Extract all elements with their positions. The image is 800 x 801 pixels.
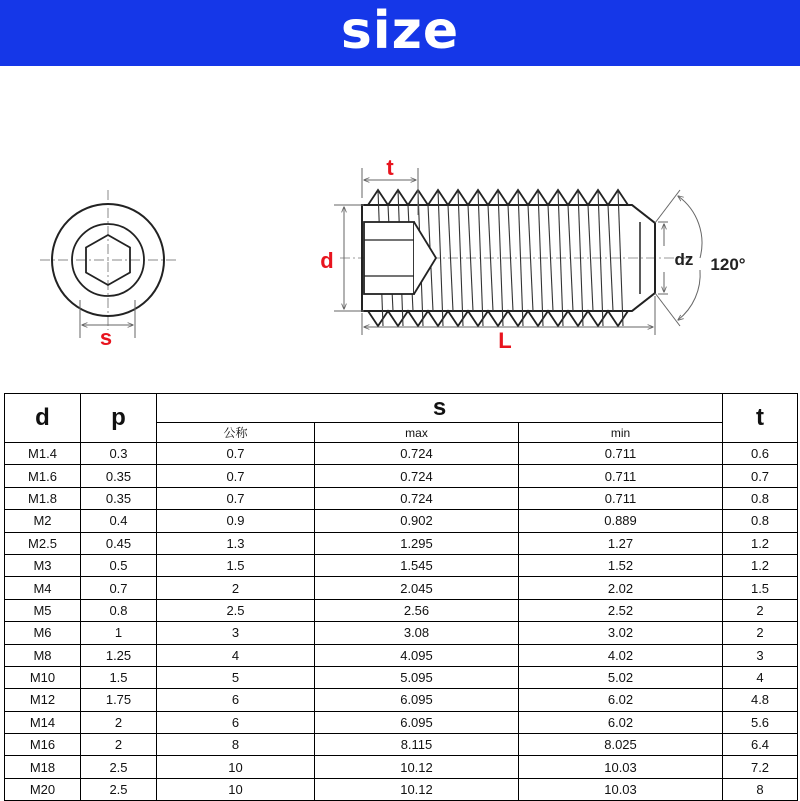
size-specification-table [4,393,798,801]
header-s-nominal: 公称 [157,423,315,443]
cell-d: M1.8 [5,487,81,509]
table-row [5,666,798,688]
cell-s-max: 0.724 [315,465,519,487]
cell-s-min: 6.02 [519,711,723,733]
cell-s-max: 1.295 [315,532,519,554]
cell-s-nominal: 6 [157,689,315,711]
cell-s-max: 6.095 [315,689,519,711]
cell-s-min: 1.27 [519,532,723,554]
title-banner [0,0,800,66]
l-label: L [498,328,512,353]
s-label: s [99,325,113,350]
cell-s-min: 10.03 [519,778,723,800]
cell-s-nominal: 0.9 [157,510,315,532]
cell-s-nominal: 8 [157,734,315,756]
side-view [320,155,746,353]
cell-p: 2 [81,711,157,733]
cell-t: 2 [723,599,798,621]
cell-t: 1.2 [723,554,798,576]
socket-cavity [364,222,414,294]
table-row [5,487,798,509]
socket-cone [414,222,436,294]
table-row [5,622,798,644]
cell-t: 3 [723,644,798,666]
cell-s-nominal: 1.3 [157,532,315,554]
header-s-max: max [315,423,519,443]
cell-t: 4.8 [723,689,798,711]
angle-label: 120° [710,255,746,274]
cell-d: M2 [5,510,81,532]
header-d: d [5,394,81,443]
angle-leader-top [655,190,680,223]
cell-s-nominal: 5 [157,666,315,688]
cell-s-max: 8.115 [315,734,519,756]
cell-s-nominal: 2.5 [157,599,315,621]
cell-s-min: 0.889 [519,510,723,532]
cell-p: 1 [81,622,157,644]
cell-p: 2.5 [81,756,157,778]
cell-s-nominal: 10 [157,756,315,778]
cell-s-nominal: 10 [157,778,315,800]
table-row [5,711,798,733]
cell-s-min: 3.02 [519,622,723,644]
cell-t: 1.5 [723,577,798,599]
cell-s-min: 5.02 [519,666,723,688]
cell-d: M14 [5,711,81,733]
cell-d: M2.5 [5,532,81,554]
cell-s-max: 2.56 [315,599,519,621]
cell-s-min: 10.03 [519,756,723,778]
cell-s-nominal: 0.7 [157,443,315,465]
table-row [5,577,798,599]
cell-s-nominal: 6 [157,711,315,733]
cell-p: 0.4 [81,510,157,532]
dz-label: dz [674,250,694,269]
cell-d: M12 [5,689,81,711]
angle-arc-bottom [678,270,700,320]
cell-s-min: 6.02 [519,689,723,711]
cell-p: 2.5 [81,778,157,800]
cell-d: M10 [5,666,81,688]
cell-s-min: 0.711 [519,443,723,465]
set-screw-technical-drawing [0,66,800,390]
cell-d: M20 [5,778,81,800]
cell-s-max: 10.12 [315,778,519,800]
cell-d: M1.6 [5,465,81,487]
cell-s-max: 3.08 [315,622,519,644]
cell-s-max: 0.902 [315,510,519,532]
table-row [5,734,798,756]
cell-s-nominal: 0.7 [157,465,315,487]
table-body [5,443,798,801]
d-label: d [320,248,334,273]
header-p: p [81,394,157,443]
cell-p: 0.35 [81,487,157,509]
cell-s-max: 10.12 [315,756,519,778]
table-row [5,778,798,800]
page-title: size [340,1,460,61]
angle-arc-top [678,196,702,258]
table-row [5,756,798,778]
cell-d: M5 [5,599,81,621]
hex-socket-section [364,222,436,294]
cell-t: 0.6 [723,443,798,465]
cell-s-nominal: 2 [157,577,315,599]
table-row [5,689,798,711]
cell-s-nominal: 0.7 [157,487,315,509]
header-s: s [157,394,723,423]
t-label: t [386,155,394,180]
cell-s-max: 6.095 [315,711,519,733]
cell-t: 4 [723,666,798,688]
cell-t: 5.6 [723,711,798,733]
cell-p: 1.25 [81,644,157,666]
table-row [5,532,798,554]
cell-s-min: 2.52 [519,599,723,621]
cell-s-max: 0.724 [315,487,519,509]
cell-p: 0.5 [81,554,157,576]
cell-t: 0.8 [723,510,798,532]
cell-t: 7.2 [723,756,798,778]
cell-p: 0.8 [81,599,157,621]
cell-s-max: 4.095 [315,644,519,666]
header-s-min: min [519,423,723,443]
cell-s-min: 2.02 [519,577,723,599]
cell-d: M3 [5,554,81,576]
cell-p: 2 [81,734,157,756]
cell-d: M8 [5,644,81,666]
angle-leader-bottom [655,293,680,326]
table-row [5,554,798,576]
cell-s-nominal: 4 [157,644,315,666]
end-view [40,190,176,350]
cell-d: M18 [5,756,81,778]
cell-s-nominal: 3 [157,622,315,644]
cell-t: 1.2 [723,532,798,554]
cell-p: 0.35 [81,465,157,487]
cell-s-max: 1.545 [315,554,519,576]
cell-s-max: 0.724 [315,443,519,465]
cell-t: 0.8 [723,487,798,509]
cell-t: 6.4 [723,734,798,756]
cell-d: M6 [5,622,81,644]
lower-thread-profile [368,311,628,326]
cell-s-nominal: 1.5 [157,554,315,576]
cell-d: M4 [5,577,81,599]
table-row [5,465,798,487]
cell-t: 0.7 [723,465,798,487]
header-t: t [723,394,798,443]
cell-s-max: 5.095 [315,666,519,688]
cell-t: 8 [723,778,798,800]
cell-s-min: 8.025 [519,734,723,756]
cell-s-min: 4.02 [519,644,723,666]
cell-s-min: 0.711 [519,465,723,487]
table-row [5,510,798,532]
cell-p: 0.3 [81,443,157,465]
table-row [5,443,798,465]
cell-p: 0.7 [81,577,157,599]
cell-s-min: 1.52 [519,554,723,576]
cell-s-max: 2.045 [315,577,519,599]
cell-p: 1.75 [81,689,157,711]
cell-p: 0.45 [81,532,157,554]
table-row [5,644,798,666]
cell-s-min: 0.711 [519,487,723,509]
cell-p: 1.5 [81,666,157,688]
cell-t: 2 [723,622,798,644]
table-row [5,599,798,621]
cell-d: M1.4 [5,443,81,465]
cell-d: M16 [5,734,81,756]
